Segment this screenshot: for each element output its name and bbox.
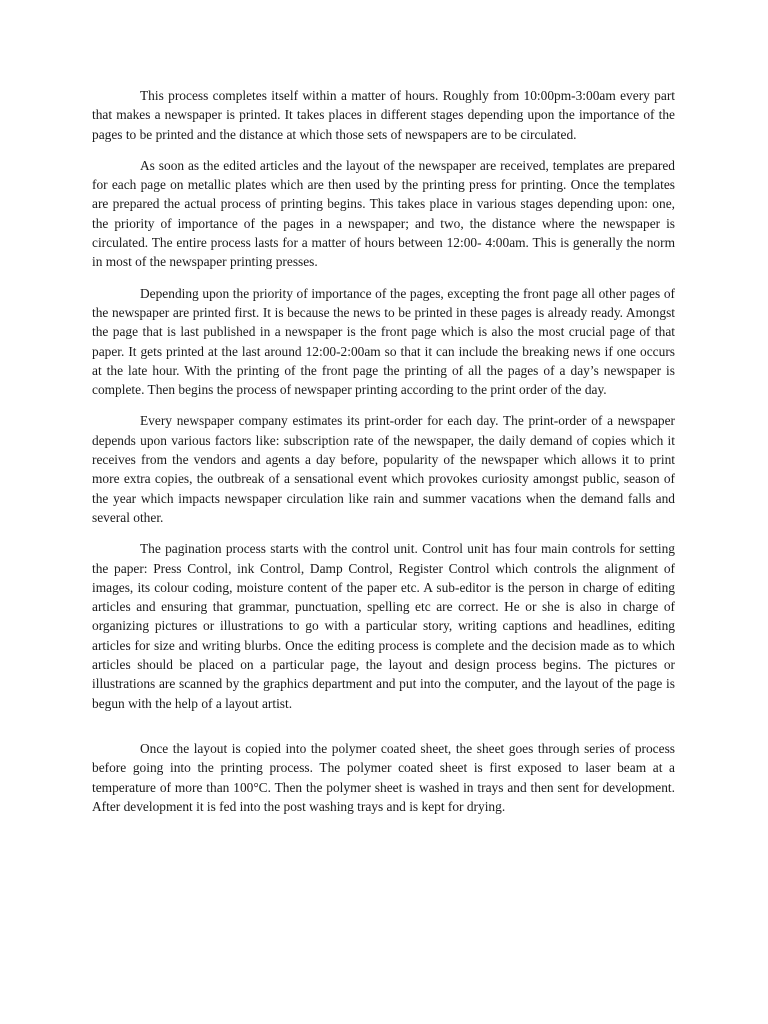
paragraph-4: Every newspaper company estimates its print-order for each day. The print-order of a newspaper depends upon various factors like: subscription rate of the newspaper, the daily demand of copies which it receives from the vendors and agents a day before, popularity of the newspaper which allows it to print more extra copies, the outbreak of a sensational event which provokes curiosity amongst public, season of the year which impacts newspaper circulation like rain and summer vacations when the demand falls and several other. <box>92 413 675 525</box>
paragraph-5: The pagination process starts with the control unit. Control unit has four main controls for setting the paper: Press Control, ink Control, Damp Control, Register Control which controls the alignment of images, its colour coding, moisture content of the paper etc. A sub-editor is the person in charge of editing articles and ensuring that grammar, punctuation, spelling etc are correct. He or she is also in charge of organizing pictures or illustrations to go with a particular story, writing captions and headlines, editing articles for size and writing blurbs. Once the editing process is complete and the decision made as to which articles should be placed on a particular page, the layout and design process begins. The pictures or illustrations are scanned by the graphics department and put into the computer, and the layout of the page is begun with the help of a layout artist. <box>92 541 675 711</box>
document-page <box>92 86 675 828</box>
paragraph-2: As soon as the edited articles and the layout of the newspaper are received, templates are prepared for each page on metallic plates which are then used by the printing press for printing. Once the templates are prepared the actual process of printing begins. This takes place in various stages depending upon: one, the priority of importance of the pages in a newspaper; and two, the distance where the newspaper is circulated. The entire process lasts for a matter of hours between 12:00- 4:00am. This is generally the norm in most of the newspaper printing presses. <box>92 157 675 270</box>
paragraph-1: This process completes itself within a matter of hours. Roughly from 10:00pm-3:00am every part that makes a newspaper is printed. It takes places in different stages depending upon the importance of the pages to be printed and the distance at which those sets of newspapers are to be circulated. <box>92 88 675 142</box>
paragraph-6: Once the layout is copied into the polymer coated sheet, the sheet goes through series of process before going into the printing process. The polymer coated sheet is first exposed to laser beam at a temperature of more than 100°C. Then the polymer sheet is washed in trays and then sent for development. After development it is fed into the post washing trays and is kept for drying. <box>92 740 675 814</box>
paragraph-3: Depending upon the priority of importance of the pages, excepting the front page all other pages of the newspaper are printed first. It is because the news to be printed in these pages is already ready. Amongst the page that is last published in a newspaper is the front page which is also the most crucial page of that paper. It gets printed at the last around 12:00-2:00am so that it can include the breaking news if one occurs at the late hour. With the printing of the front page the printing of all the pages of a day’s newspaper is complete. Then begins the process of newspaper printing according to the print order of the day. <box>92 285 675 398</box>
